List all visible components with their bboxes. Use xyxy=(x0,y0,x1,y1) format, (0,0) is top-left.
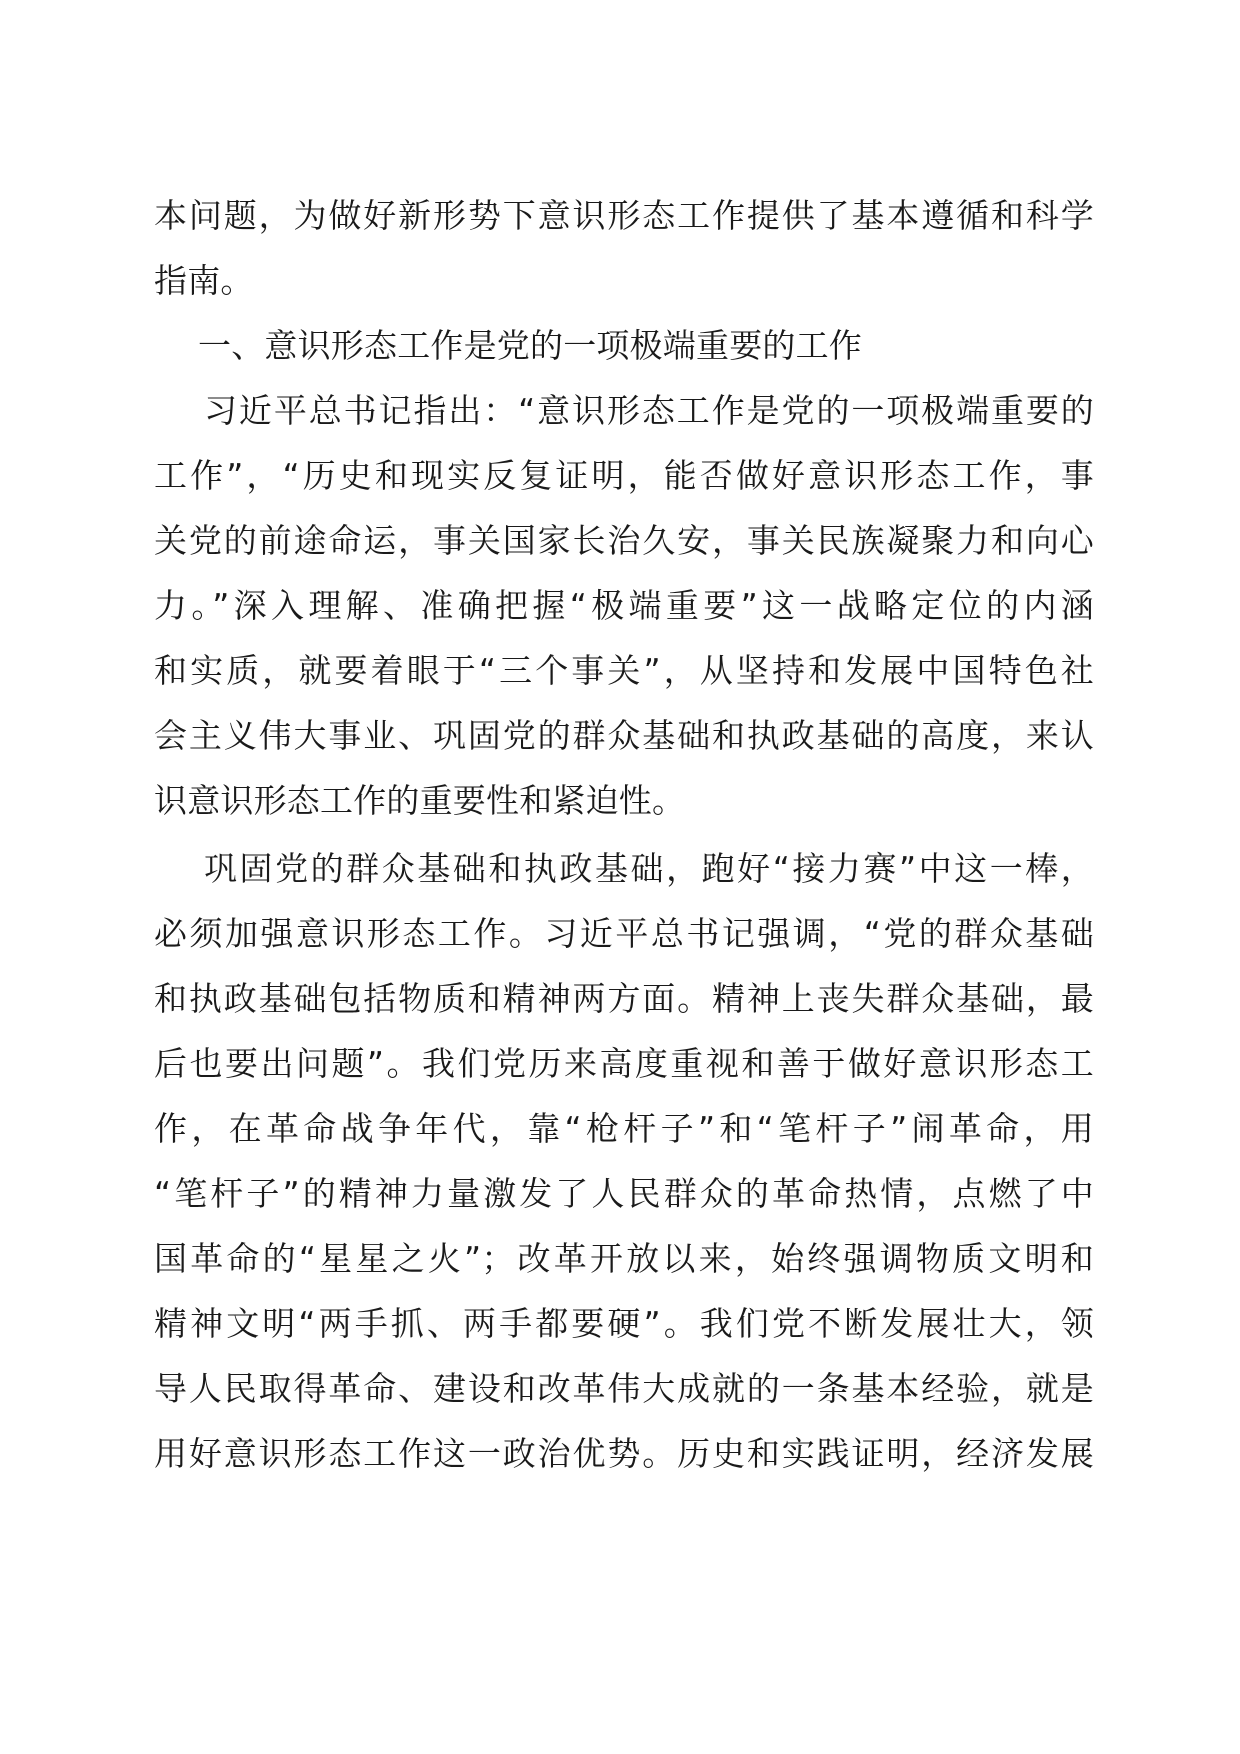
text-line: 精神文明“两手抓、两手都要硬”。我们党不断发展壮大，领 xyxy=(154,1304,1094,1343)
paragraph-continuation xyxy=(154,183,1094,313)
text-line: 本问题，为做好新形势下意识形态工作提供了基本遵循和科学 xyxy=(154,196,1094,235)
heading-line: 一、意识形态工作是党的一项极端重要的工作 xyxy=(198,326,862,365)
text-line: 关党的前途命运，事关国家长治久安，事关民族凝聚力和向心 xyxy=(154,521,1094,560)
paragraph-1 xyxy=(154,378,1094,833)
text-line: 用好意识形态工作这一政治优势。历史和实践证明，经济发展 xyxy=(154,1434,1094,1473)
text-line: 和实质，就要着眼于“三个事关”，从坚持和发展中国特色社 xyxy=(154,651,1094,690)
text-line: 和执政基础包括物质和精神两方面。精神上丧失群众基础，最 xyxy=(154,979,1094,1018)
text-line: 指南。 xyxy=(154,261,254,300)
text-line: 后也要出问题”。我们党历来高度重视和善于做好意识形态工 xyxy=(154,1044,1094,1083)
text-line: 识意识形态工作的重要性和紧迫性。 xyxy=(154,781,686,820)
text-line: 力。”深入理解、准确把握“极端重要”这一战略定位的内涵 xyxy=(154,586,1094,625)
text-line: 巩固党的群众基础和执政基础，跑好“接力赛”中这一棒， xyxy=(204,849,1094,888)
text-line: 必须加强意识形态工作。习近平总书记强调，“党的群众基础 xyxy=(154,914,1094,953)
text-line: 国革命的“星星之火”；改革开放以来，始终强调物质文明和 xyxy=(154,1239,1094,1278)
section-heading xyxy=(154,313,1094,378)
text-line: 习近平总书记指出：“意识形态工作是党的一项极端重要的 xyxy=(204,391,1094,430)
paragraph-2 xyxy=(154,836,1094,1486)
text-line: “笔杆子”的精神力量激发了人民群众的革命热情，点燃了中 xyxy=(154,1174,1094,1213)
text-line: 会主义伟大事业、巩固党的群众基础和执政基础的高度，来认 xyxy=(154,716,1094,755)
text-line: 导人民取得革命、建设和改革伟大成就的一条基本经验，就是 xyxy=(154,1369,1094,1408)
text-line: 作，在革命战争年代，靠“枪杆子”和“笔杆子”闹革命，用 xyxy=(154,1109,1094,1148)
text-line: 工作”，“历史和现实反复证明，能否做好意识形态工作，事 xyxy=(154,456,1094,495)
